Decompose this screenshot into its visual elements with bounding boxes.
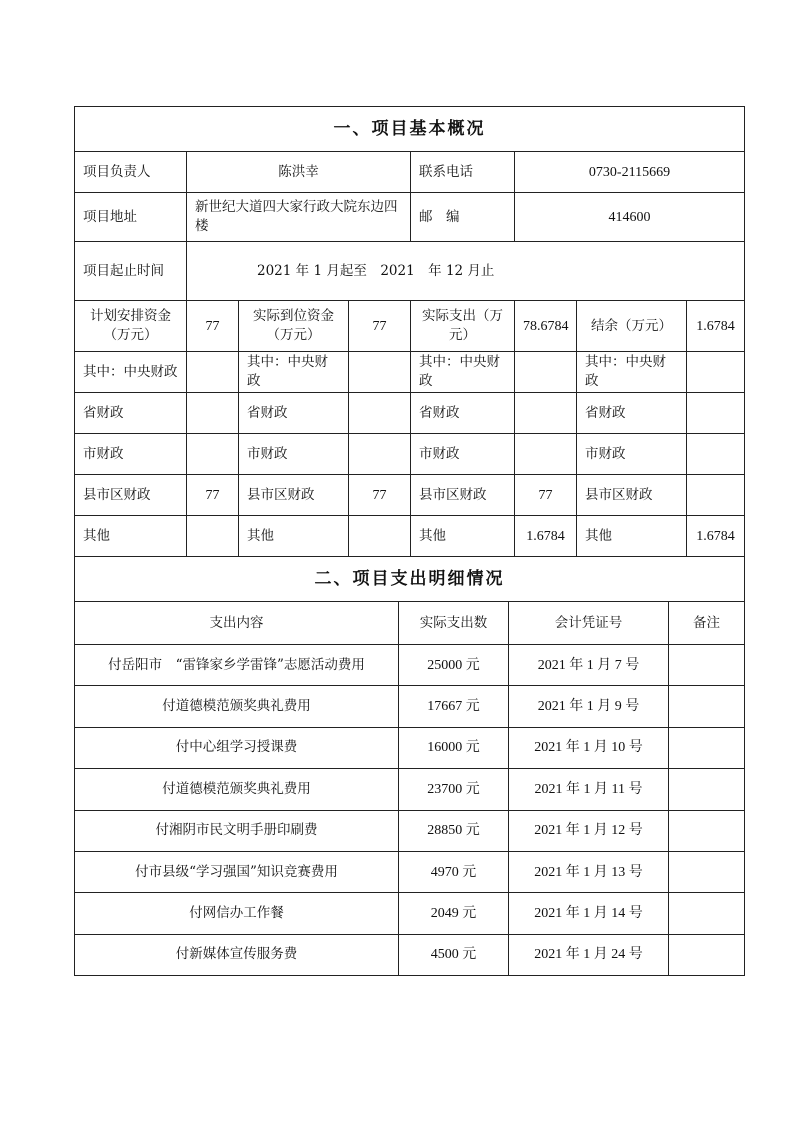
fund-source-label: 省财政 — [239, 393, 349, 434]
section1-title: 一、项目基本概况 — [75, 107, 745, 152]
expense-row — [75, 727, 745, 768]
arrived-source-value — [349, 516, 411, 557]
expense-note — [669, 686, 745, 727]
expense-content: 付新媒体宣传服务费 — [75, 934, 399, 975]
fund-source-label: 其他 — [411, 516, 515, 557]
balance-label: 结余（万元） — [577, 301, 687, 352]
expense-amount: 23700 元 — [399, 769, 509, 810]
fund-source-label: 市财政 — [239, 434, 349, 475]
planned-source-value — [187, 516, 239, 557]
leader-label: 项目负责人 — [75, 152, 187, 193]
period-value: 2021 年 1 月起至 2021 年 12 月止 — [187, 242, 745, 301]
fund-source-label: 市财政 — [577, 434, 687, 475]
arrived-funds-label: 实际到位资金（万元） — [239, 301, 349, 352]
spent-funds-value: 78.6784 — [515, 301, 577, 352]
fund-source-label: 其他 — [577, 516, 687, 557]
header-amount: 实际支出数 — [399, 602, 509, 645]
expense-content: 付道德模范颁奖典礼费用 — [75, 769, 399, 810]
fund-source-label: 县市区财政 — [411, 475, 515, 516]
arrived-source-value — [349, 352, 411, 393]
fund-source-label: 其中：中央财政 — [239, 352, 349, 393]
planned-funds-label: 计划安排资金（万元） — [75, 301, 187, 352]
expense-amount: 28850 元 — [399, 810, 509, 851]
expense-note — [669, 893, 745, 934]
expense-voucher: 2021 年 1 月 7 号 — [509, 645, 669, 686]
fund-source-label: 市财政 — [411, 434, 515, 475]
expense-amount: 4970 元 — [399, 851, 509, 892]
fund-source-label: 其中：中央财政 — [75, 352, 187, 393]
postcode-label: 邮 编 — [411, 193, 515, 242]
expense-content: 付市县级“学习强国”知识竞赛费用 — [75, 851, 399, 892]
fund-source-label: 其中：中央财政 — [411, 352, 515, 393]
leader-value: 陈洪幸 — [187, 152, 411, 193]
expense-content: 付道德模范颁奖典礼费用 — [75, 686, 399, 727]
expense-amount: 16000 元 — [399, 727, 509, 768]
fund-source-label: 市财政 — [75, 434, 187, 475]
expense-row — [75, 851, 745, 892]
expense-note — [669, 645, 745, 686]
expense-amount: 4500 元 — [399, 934, 509, 975]
expense-voucher: 2021 年 1 月 11 号 — [509, 769, 669, 810]
expense-row — [75, 810, 745, 851]
arrived-funds-value: 77 — [349, 301, 411, 352]
balance-value: 1.6784 — [687, 301, 745, 352]
expense-note — [669, 851, 745, 892]
balance-source-value — [687, 393, 745, 434]
fund-source-label: 其中：中央财政 — [577, 352, 687, 393]
balance-source-value: 1.6784 — [687, 516, 745, 557]
expense-note — [669, 727, 745, 768]
expense-content: 付中心组学习授课费 — [75, 727, 399, 768]
planned-source-value: 77 — [187, 475, 239, 516]
expense-amount: 17667 元 — [399, 686, 509, 727]
expense-row — [75, 769, 745, 810]
expense-amount: 25000 元 — [399, 645, 509, 686]
planned-funds-value: 77 — [187, 301, 239, 352]
phone-value: 0730-2115669 — [515, 152, 745, 193]
expense-row — [75, 893, 745, 934]
arrived-source-value: 77 — [349, 475, 411, 516]
expense-voucher: 2021 年 1 月 10 号 — [509, 727, 669, 768]
expense-row — [75, 686, 745, 727]
fund-source-label: 省财政 — [577, 393, 687, 434]
fund-source-label: 省财政 — [75, 393, 187, 434]
postcode-value: 414600 — [515, 193, 745, 242]
expense-voucher: 2021 年 1 月 13 号 — [509, 851, 669, 892]
expense-voucher: 2021 年 1 月 12 号 — [509, 810, 669, 851]
expense-row — [75, 645, 745, 686]
arrived-source-value — [349, 393, 411, 434]
expense-note — [669, 934, 745, 975]
expense-note — [669, 810, 745, 851]
expense-note — [669, 769, 745, 810]
spent-source-value — [515, 434, 577, 475]
expense-voucher: 2021 年 1 月 14 号 — [509, 893, 669, 934]
address-value: 新世纪大道四大家行政大院东边四楼 — [187, 193, 411, 242]
header-voucher: 会计凭证号 — [509, 602, 669, 645]
section2-title: 二、项目支出明细情况 — [75, 557, 745, 602]
expense-row — [75, 934, 745, 975]
fund-source-row — [75, 352, 745, 393]
spent-source-value — [515, 352, 577, 393]
planned-source-value — [187, 434, 239, 475]
balance-source-value — [687, 475, 745, 516]
header-content: 支出内容 — [75, 602, 399, 645]
balance-source-value — [687, 352, 745, 393]
spent-funds-label: 实际支出（万元） — [411, 301, 515, 352]
fund-source-label: 县市区财政 — [239, 475, 349, 516]
fund-source-row — [75, 475, 745, 516]
expense-content: 付湘阴市民文明手册印刷费 — [75, 810, 399, 851]
spent-source-value: 1.6784 — [515, 516, 577, 557]
project-report-sheet — [74, 106, 744, 976]
balance-source-value — [687, 434, 745, 475]
fund-source-row — [75, 516, 745, 557]
fund-source-row — [75, 393, 745, 434]
spent-source-value — [515, 393, 577, 434]
fund-source-label: 县市区财政 — [577, 475, 687, 516]
fund-source-label: 省财政 — [411, 393, 515, 434]
expense-content: 付网信办工作餐 — [75, 893, 399, 934]
spent-source-value: 77 — [515, 475, 577, 516]
fund-source-label: 其他 — [239, 516, 349, 557]
header-note: 备注 — [669, 602, 745, 645]
planned-source-value — [187, 352, 239, 393]
period-label: 项目起止时间 — [75, 242, 187, 301]
expense-detail-table — [74, 556, 745, 976]
expense-content: 付岳阳市 “雷锋家乡学雷锋”志愿活动费用 — [75, 645, 399, 686]
fund-source-label: 其他 — [75, 516, 187, 557]
fund-source-label: 县市区财政 — [75, 475, 187, 516]
expense-voucher: 2021 年 1 月 9 号 — [509, 686, 669, 727]
arrived-source-value — [349, 434, 411, 475]
expense-voucher: 2021 年 1 月 24 号 — [509, 934, 669, 975]
fund-source-row — [75, 434, 745, 475]
project-basic-table — [74, 106, 745, 557]
phone-label: 联系电话 — [411, 152, 515, 193]
address-label: 项目地址 — [75, 193, 187, 242]
planned-source-value — [187, 393, 239, 434]
expense-amount: 2049 元 — [399, 893, 509, 934]
